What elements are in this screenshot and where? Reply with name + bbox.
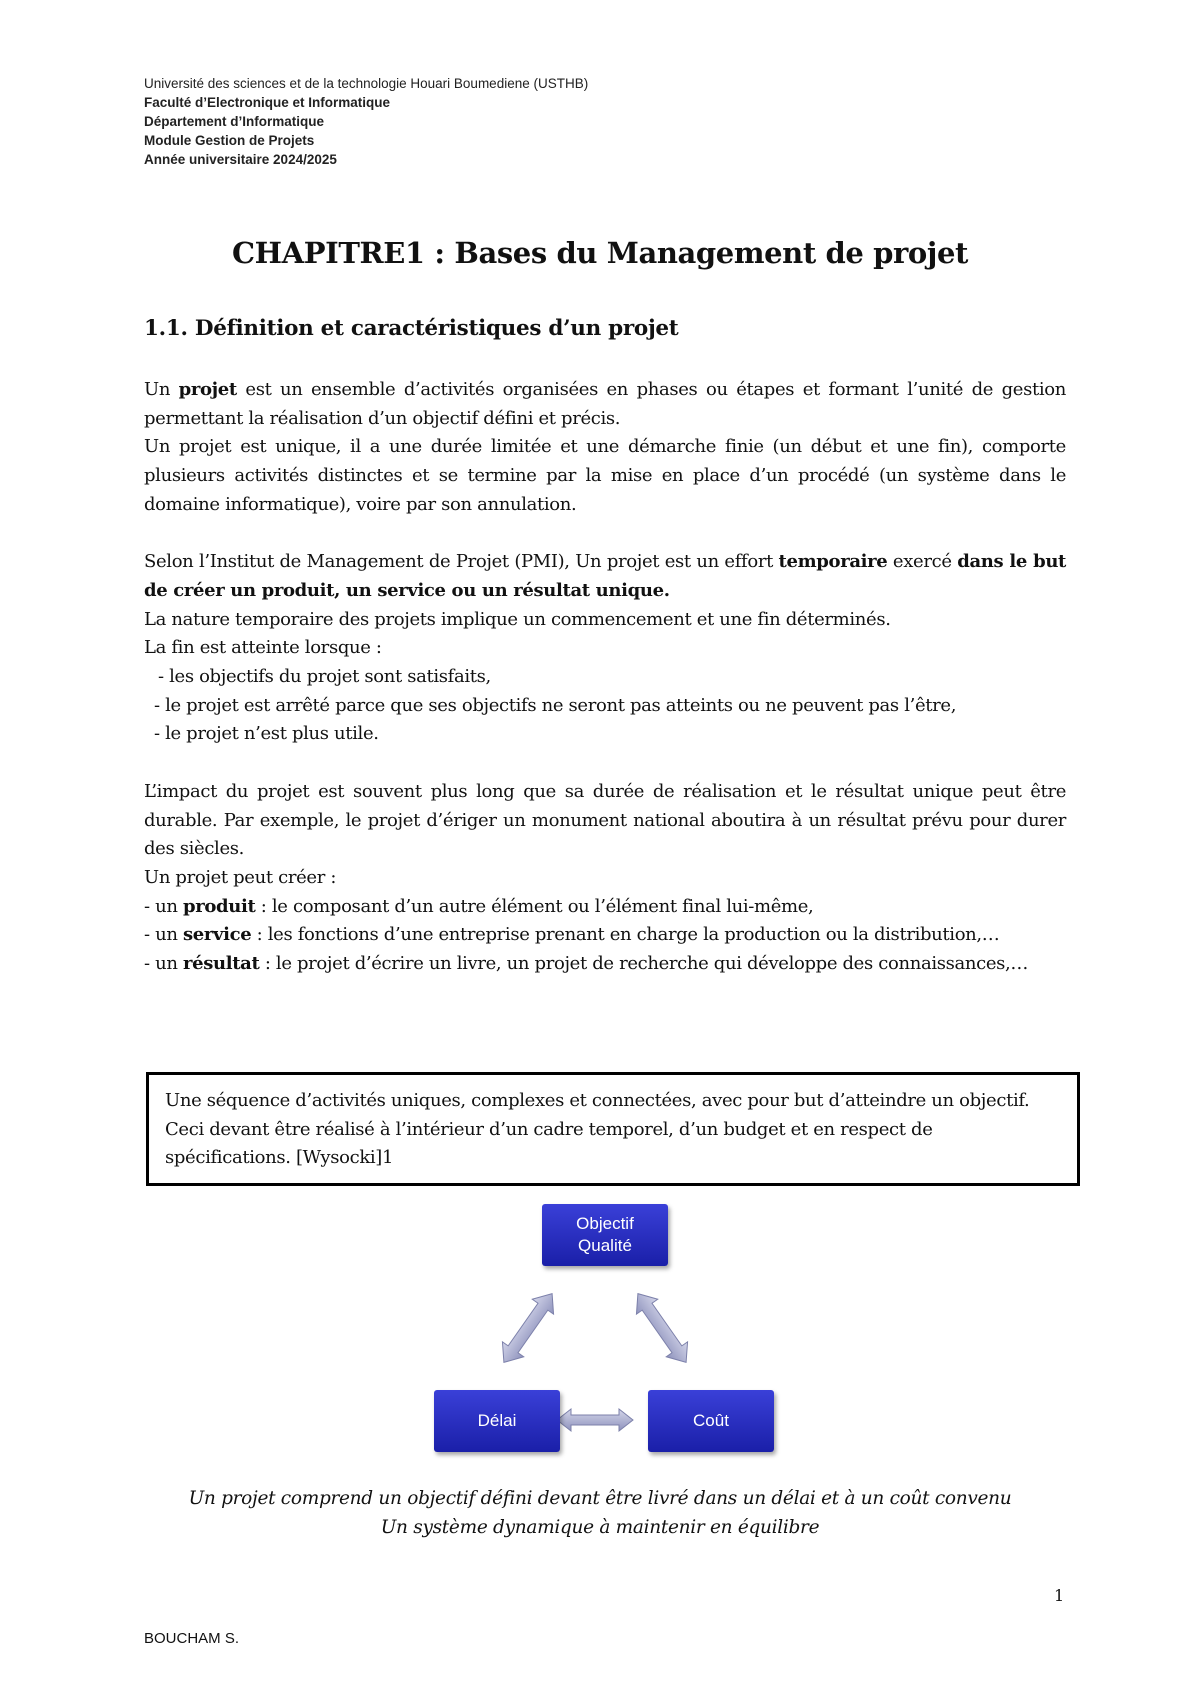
list-item: - un résultat : le projet d’écrire un livre, un projet de recherche qui développe des connaissances,…: [144, 953, 1029, 975]
department-name: Département d’Informatique: [144, 114, 325, 129]
list-item: - le projet n’est plus utile.: [154, 723, 379, 745]
double-arrow-right: [627, 1286, 696, 1370]
paragraph-temporary: La nature temporaire des projets implique un commencement et une fin déterminés.: [144, 608, 891, 630]
body-text: [144, 376, 1066, 979]
document-header: [144, 74, 588, 169]
academic-year: Année universitaire 2024/2025: [144, 152, 337, 167]
caption-line-1: Un projet comprend un objectif défini devant être livré dans un délai et à un coût convenu: [188, 1488, 1012, 1509]
diagram-caption: [0, 1484, 1200, 1542]
faculty-name: Faculté d’Electronique et Informatique: [144, 95, 391, 110]
list-item: - un service : les fonctions d’une entreprise prenant en charge la production ou la distribution,…: [144, 924, 1000, 946]
double-arrow-bottom: [557, 1409, 633, 1431]
paragraph-create: Un projet peut créer :: [144, 866, 337, 888]
definition-quote-box: Une séquence d’activités uniques, complexes et connectées, avec pour but d’atteindre un objectif. Ceci devant être réalisé à l’intérieur d’un cadre temporel, d’un budget et en respect de spécifications. [Wysocki]1: [146, 1072, 1080, 1186]
paragraph-unique: Un projet est unique, il a une durée limitée et une démarche finie (un début et une fin), comporte plusieurs activités distinctes et se termine par la mise en place d’un procédé (un système dans le domaine informatique), voire par son annulation.: [144, 436, 1066, 515]
cost-node: Coût: [648, 1390, 774, 1452]
caption-line-2: Un système dynamique à maintenir en équilibre: [380, 1517, 820, 1538]
paragraph-impact: L’impact du projet est souvent plus long que sa durée de réalisation et le résultat unique peut être durable. Par exemple, le projet d’ériger un monument national aboutira à un résultat prévu pour durer des siècles.: [144, 780, 1066, 860]
list-item: - les objectifs du projet sont satisfaits,: [158, 666, 491, 688]
objective-quality-node: Objectif Qualité: [542, 1204, 668, 1266]
module-name: Module Gestion de Projets: [144, 133, 315, 148]
chapter-title: CHAPITRE1 : Bases du Management de projet: [231, 236, 969, 270]
paragraph-definition: Un projet est un ensemble d’activités organisées en phases ou étapes et formant l’unité de gestion permettant la réalisation d’un objectif défini et précis.: [144, 379, 1066, 429]
delay-node: Délai: [434, 1390, 560, 1452]
university-name: Université des sciences et de la technologie Houari Boumediene (USTHB): [144, 76, 589, 91]
project-triangle-diagram: [420, 1200, 800, 1460]
paragraph-pmi: Selon l’Institut de Management de Projet (PMI), Un projet est un effort temporaire exercé dans le but de créer un produit, un service ou un résultat unique.: [144, 551, 1067, 601]
page-number: 1: [1054, 1586, 1065, 1605]
double-arrow-left: [493, 1286, 562, 1370]
list-item: - le projet est arrêté parce que ses objectifs ne seront pas atteints ou ne peuvent pas l’être,: [154, 694, 957, 716]
paragraph-end: La fin est atteinte lorsque :: [144, 637, 382, 659]
author-footer: BOUCHAM S.: [144, 1630, 240, 1647]
section-heading: 1.1. Définition et caractéristiques d’un projet: [144, 316, 679, 341]
list-item: - un produit : le composant d’un autre élément ou l’élément final lui-même,: [144, 895, 814, 917]
